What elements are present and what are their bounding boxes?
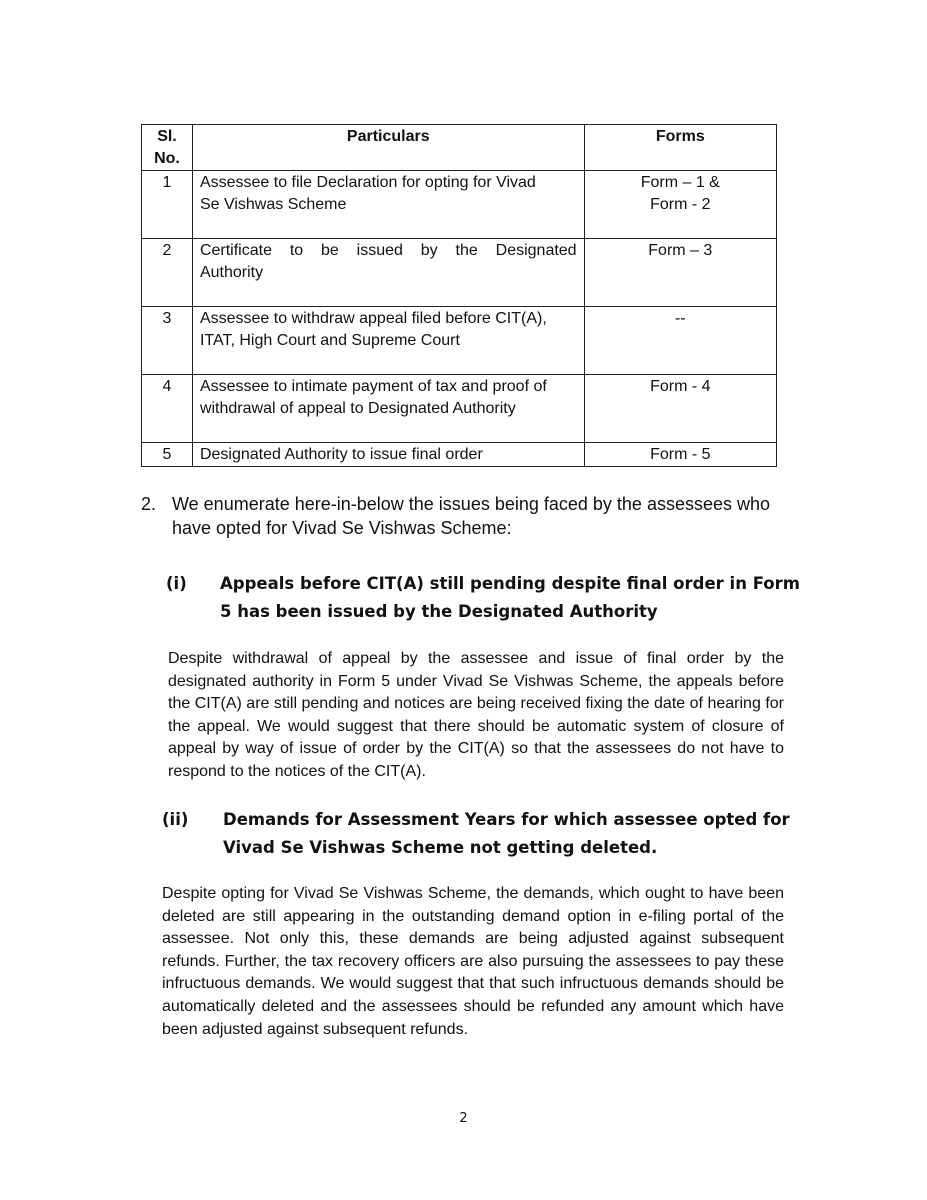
row-number: 5 — [142, 443, 193, 467]
table-row — [142, 375, 777, 443]
section-i-heading-text: Appeals before CIT(A) still pending despite final order in Form 5 has been issued by the Designated Authority — [220, 574, 800, 621]
table-header-row — [142, 125, 777, 171]
header-forms: Forms — [584, 125, 776, 171]
table-row — [142, 239, 777, 307]
row-number: 2 — [142, 239, 193, 307]
row-particulars — [192, 239, 584, 307]
row-particulars-line2: withdrawal of appeal to Designated Authority — [199, 400, 516, 417]
section-ii-heading-text: Demands for Assessment Years for which assessee opted for Vivad Se Vishwas Scheme not getting deleted. — [223, 810, 790, 857]
row-forms — [584, 239, 776, 307]
row-forms — [584, 307, 776, 375]
header-sl-no-line2: No. — [154, 150, 180, 167]
header-particulars: Particulars — [192, 125, 584, 171]
header-sl-no-line1: Sl. — [157, 128, 177, 145]
row-particulars-line1: Assessee to withdraw appeal filed before CIT(A), — [199, 310, 547, 327]
row-particulars-line2: Se Vishwas Scheme — [199, 196, 347, 213]
section-ii-paragraph: Despite opting for Vivad Se Vishwas Scheme, the demands, which ought to have been deleted are still appearing in the outstanding demand option in e-filing portal of the assessee. Not only this, these demands are being adjusted against subsequent refunds. Further, the tax recovery officers are also pursuing the assessees to pay these infructuous demands. We would suggest that that such infructuous demands should be automatically deleted and the assessees should be refunded any amount which have been adjusted against subsequent refunds. — [162, 885, 784, 1038]
row-particulars-line1: Certificate to be issued by the Designated — [199, 242, 577, 259]
row-particulars-line2: Authority — [199, 264, 264, 281]
table-row — [142, 307, 777, 375]
row-particulars-line1: Designated Authority to issue final order — [199, 446, 483, 463]
row-particulars-line1: Assessee to intimate payment of tax and proof of — [199, 378, 547, 395]
section-ii-numeral: (ii) — [162, 810, 189, 829]
item-number: 2. — [141, 494, 157, 514]
section-i-paragraph: Despite withdrawal of appeal by the assessee and issue of final order by the designated authority in Form 5 under Vivad Se Vishwas Scheme, the appeals before the CIT(A) are still pending and notices are being received fixing the date of hearing for the appeal. We would suggest that there should be automatic system of closure of appeal by way of issue of order by the CIT(A) so that the assessees do not have to respond to the notices of the CIT(A). — [168, 650, 784, 780]
table-row — [142, 443, 777, 467]
row-forms-line1: Form - 4 — [650, 378, 711, 395]
row-particulars-line1: Assessee to file Declaration for opting for Vivad — [199, 174, 536, 191]
row-particulars — [192, 307, 584, 375]
item-text: We enumerate here-in-below the issues being faced by the assessees who have opted for Vivad Se Vishwas Scheme: — [172, 494, 771, 538]
row-forms-line1: -- — [674, 310, 686, 327]
page-number: 2 — [459, 1111, 468, 1126]
row-forms-line1: Form – 3 — [648, 242, 713, 259]
row-forms — [584, 443, 776, 467]
row-forms-line2: Form - 2 — [650, 196, 711, 213]
row-number: 3 — [142, 307, 193, 375]
table-row — [142, 171, 777, 239]
row-forms — [584, 375, 776, 443]
forms-table — [141, 124, 777, 467]
row-particulars — [192, 171, 584, 239]
row-particulars — [192, 443, 584, 467]
row-forms-line1: Form - 5 — [650, 446, 711, 463]
row-particulars-line2: ITAT, High Court and Supreme Court — [199, 332, 460, 349]
row-particulars — [192, 375, 584, 443]
section-i-numeral: (i) — [166, 574, 187, 593]
row-number: 1 — [142, 171, 193, 239]
header-sl-no — [142, 125, 193, 171]
row-forms-line1: Form – 1 & — [640, 174, 720, 191]
row-number: 4 — [142, 375, 193, 443]
row-forms — [584, 171, 776, 239]
